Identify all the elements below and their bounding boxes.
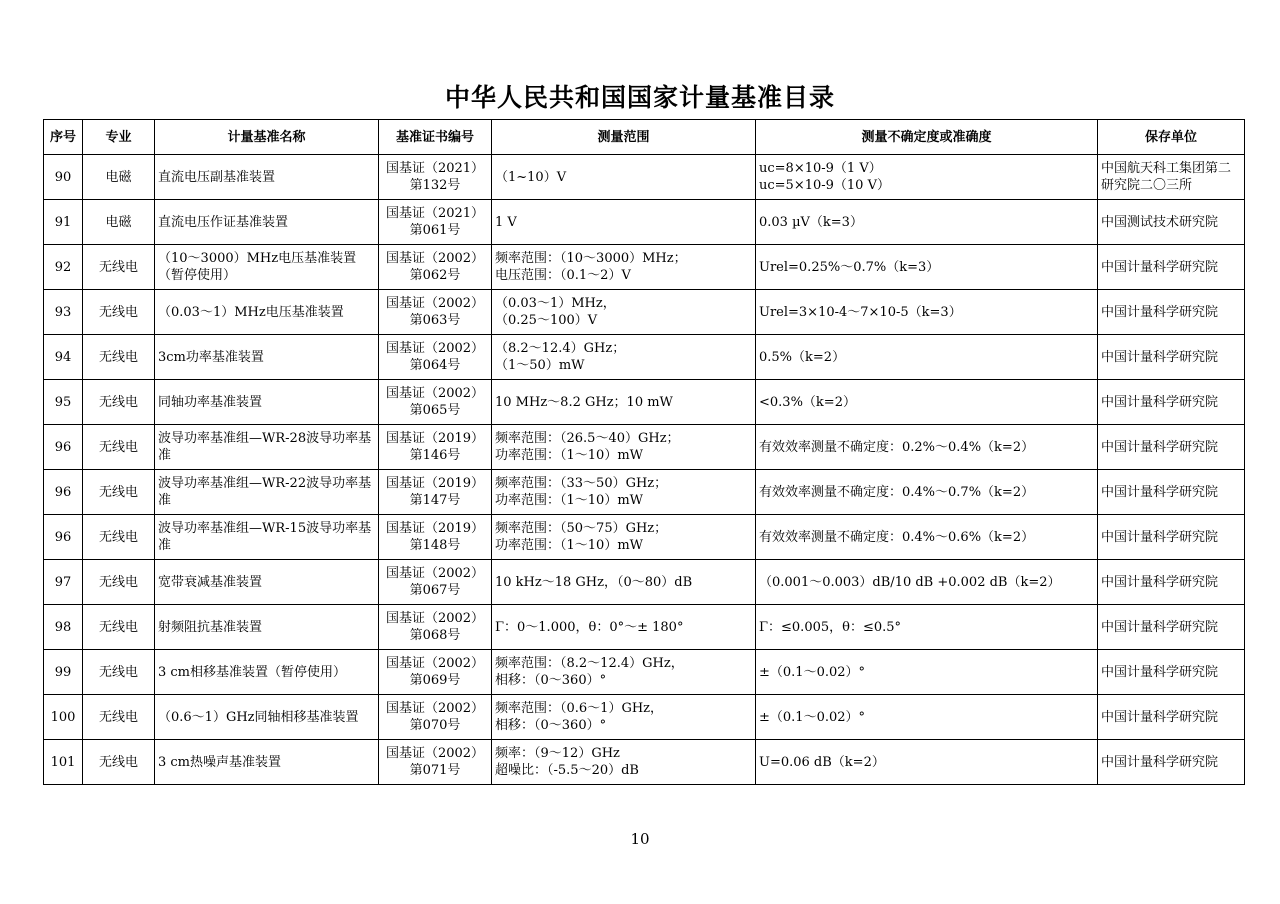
cell-field: 无线电 (83, 740, 155, 785)
range-line: 频率范围：（8.2～12.4）GHz， (495, 656, 684, 671)
cert-line: 国基证（2002） (385, 566, 485, 581)
cert-line: 国基证（2002） (385, 386, 485, 401)
uncertainty-line: （0.001～0.003）dB/10 dB +0.002 dB（k=2） (759, 574, 1061, 590)
cert-line: 国基证（2002） (385, 746, 485, 761)
cell-range (492, 425, 756, 470)
cell-range (492, 515, 756, 560)
cell-uncertainty (756, 740, 1098, 785)
cell-uncertainty (756, 290, 1098, 335)
range-line: Γ：0～1.000，θ：0°～± 180° (495, 619, 684, 635)
cell-name: 直流电压作证基准装置 (155, 200, 379, 245)
cell-unit: 中国计量科学研究院 (1098, 335, 1245, 380)
cell-cert (379, 560, 492, 605)
table-row (44, 200, 1245, 245)
cell-name: 射频阻抗基准装置 (155, 605, 379, 650)
cell-range (492, 740, 756, 785)
cell-range (492, 245, 756, 290)
cert-line: 第064号 (409, 358, 461, 373)
cell-unit: 中国计量科学研究院 (1098, 425, 1245, 470)
page-title: 中华人民共和国国家计量基准目录 (444, 83, 835, 112)
range-line: 频率范围：（0.6～1）GHz， (495, 701, 664, 716)
range-line: 功率范围：（1～10）mW (495, 538, 644, 553)
cell-name: 3 cm相移基准装置（暂停使用） (155, 650, 379, 695)
cert-line: 国基证（2002） (385, 251, 485, 266)
cell-field: 无线电 (83, 515, 155, 560)
range-line: （0.03～1）MHz， (495, 296, 616, 311)
cert-line: 第067号 (409, 583, 461, 598)
cell-unit: 中国计量科学研究院 (1098, 560, 1245, 605)
cert-line: 国基证（2019） (385, 431, 485, 446)
cell-uncertainty (756, 335, 1098, 380)
header-uncertainty: 测量不确定度或准确度 (756, 120, 1098, 155)
uncertainty-line: Γ：≤0.005，θ：≤0.5° (759, 619, 902, 635)
cell-uncertainty (756, 695, 1098, 740)
cell-range (492, 200, 756, 245)
cert-line: 第148号 (409, 538, 461, 553)
table-row (44, 605, 1245, 650)
cell-range (492, 650, 756, 695)
cell-field: 电磁 (83, 155, 155, 200)
cell-uncertainty (756, 470, 1098, 515)
cell-name: 波导功率基准组—WR-22波导功率基准 (155, 470, 379, 515)
range-line: 频率范围：（26.5～40）GHz； (495, 431, 680, 446)
cell-unit: 中国计量科学研究院 (1098, 290, 1245, 335)
cell-uncertainty (756, 380, 1098, 425)
table-body (44, 155, 1245, 785)
range-line: （1~10）V (495, 169, 567, 185)
range-line: 电压范围：（0.1～2）V (495, 268, 631, 283)
cell-field: 无线电 (83, 605, 155, 650)
cell-unit: 中国计量科学研究院 (1098, 695, 1245, 740)
header-range: 测量范围 (492, 120, 756, 155)
table-row (44, 335, 1245, 380)
cell-unit: 中国计量科学研究院 (1098, 650, 1245, 695)
cell-cert (379, 290, 492, 335)
cell-field: 无线电 (83, 290, 155, 335)
table-row (44, 155, 1245, 200)
range-line: 1 V (495, 214, 517, 230)
cell-cert (379, 605, 492, 650)
range-line: 频率：（9～12）GHz (495, 746, 620, 761)
range-line: （0.25～100）V (495, 313, 598, 328)
cell-field: 无线电 (83, 470, 155, 515)
standards-table (43, 119, 1245, 785)
cell-unit: 中国计量科学研究院 (1098, 740, 1245, 785)
range-line: 频率范围：（50～75）GHz； (495, 521, 668, 536)
cell-range (492, 380, 756, 425)
cert-line: 第065号 (409, 403, 461, 418)
cell-no: 96 (44, 470, 83, 515)
cell-uncertainty (756, 515, 1098, 560)
range-line: 频率范围：（33～50）GHz； (495, 476, 668, 491)
cert-line: 国基证（2002） (385, 611, 485, 626)
uncertainty-line: 有效效率测量不确定度：0.2%～0.4%（k=2） (759, 439, 1035, 455)
uncertainty-line: ±（0.1～0.02）° (759, 709, 866, 725)
cell-name: 同轴功率基准装置 (155, 380, 379, 425)
range-line: 频率范围：（10～3000）MHz； (495, 251, 687, 266)
cell-cert (379, 470, 492, 515)
cert-line: 第132号 (409, 178, 461, 193)
cell-range (492, 605, 756, 650)
cert-line: 第071号 (409, 763, 461, 778)
cell-uncertainty (756, 650, 1098, 695)
cert-line: 国基证（2002） (385, 341, 485, 356)
header-no: 序号 (44, 120, 83, 155)
cell-no: 91 (44, 200, 83, 245)
cell-name: 波导功率基准组—WR-15波导功率基准 (155, 515, 379, 560)
range-line: 功率范围：（1～10）mW (495, 493, 644, 508)
cell-unit: 中国计量科学研究院 (1098, 245, 1245, 290)
table-row (44, 380, 1245, 425)
uncertainty-line: ±（0.1～0.02）° (759, 664, 866, 680)
cert-line: 第069号 (409, 673, 461, 688)
range-line: 10 kHz～18 GHz，（0～80）dB (495, 574, 693, 590)
table-row (44, 650, 1245, 695)
cell-field: 无线电 (83, 425, 155, 470)
uncertainty-line: 有效效率测量不确定度：0.4%～0.7%（k=2） (759, 484, 1035, 500)
range-line: 超噪比：（-5.5～20）dB (495, 763, 639, 778)
cert-line: 国基证（2002） (385, 701, 485, 716)
cell-name: （0.6～1）GHz同轴相移基准装置 (155, 695, 379, 740)
cert-line: 国基证（2019） (385, 476, 485, 491)
uncertainty-line: 有效效率测量不确定度：0.4%～0.6%（k=2） (759, 529, 1035, 545)
cell-range (492, 560, 756, 605)
cell-uncertainty (756, 245, 1098, 290)
cert-line: 第063号 (409, 313, 461, 328)
cell-cert (379, 245, 492, 290)
cell-range (492, 470, 756, 515)
cert-line: 第070号 (409, 718, 461, 733)
cell-unit: 中国计量科学研究院 (1098, 470, 1245, 515)
cell-name: （0.03～1）MHz电压基准装置 (155, 290, 379, 335)
cell-unit: 中国计量科学研究院 (1098, 515, 1245, 560)
cell-cert (379, 650, 492, 695)
cert-line: 国基证（2021） (385, 161, 485, 176)
cell-cert (379, 380, 492, 425)
cell-uncertainty (756, 605, 1098, 650)
cell-unit: 中国计量科学研究院 (1098, 605, 1245, 650)
cell-field: 无线电 (83, 335, 155, 380)
cell-no: 98 (44, 605, 83, 650)
cell-uncertainty (756, 200, 1098, 245)
table-row (44, 470, 1245, 515)
uncertainty-line: Urel=0.25%～0.7%（k=3） (759, 259, 940, 275)
cert-line: 第062号 (409, 268, 461, 283)
uncertainty-line: uc=5×10-9（10 V） (759, 178, 890, 193)
uncertainty-line: <0.3%（k=2） (759, 394, 856, 410)
cell-name: 波导功率基准组—WR-28波导功率基准 (155, 425, 379, 470)
cell-no: 97 (44, 560, 83, 605)
uncertainty-line: 0.03 µV（k=3） (759, 214, 863, 230)
cell-unit: 中国计量科学研究院 (1098, 380, 1245, 425)
range-line: 相移：（0～360）° (495, 718, 607, 733)
table-row (44, 695, 1245, 740)
cell-uncertainty (756, 560, 1098, 605)
cell-cert (379, 200, 492, 245)
cell-field: 无线电 (83, 245, 155, 290)
cell-uncertainty (756, 425, 1098, 470)
cell-name: 直流电压副基准装置 (155, 155, 379, 200)
range-line: （8.2～12.4）GHz； (495, 341, 626, 356)
table-row (44, 560, 1245, 605)
cell-uncertainty (756, 155, 1098, 200)
cell-no: 99 (44, 650, 83, 695)
cell-cert (379, 695, 492, 740)
cell-no: 94 (44, 335, 83, 380)
cell-cert (379, 155, 492, 200)
cell-cert (379, 425, 492, 470)
cell-no: 93 (44, 290, 83, 335)
header-field: 专业 (83, 120, 155, 155)
cell-no: 90 (44, 155, 83, 200)
table-header-row (44, 120, 1245, 155)
header-cert: 基准证书编号 (379, 120, 492, 155)
cell-no: 100 (44, 695, 83, 740)
cell-range (492, 155, 756, 200)
cell-cert (379, 335, 492, 380)
cell-field: 无线电 (83, 695, 155, 740)
cell-cert (379, 515, 492, 560)
cell-no: 92 (44, 245, 83, 290)
uncertainty-line: U=0.06 dB（k=2） (759, 754, 885, 770)
cell-unit: 中国测试技术研究院 (1098, 200, 1245, 245)
uncertainty-line: uc=8×10-9（1 V） (759, 161, 882, 176)
cell-name: 3 cm热噪声基准装置 (155, 740, 379, 785)
cert-line: 国基证（2002） (385, 656, 485, 671)
table-row (44, 515, 1245, 560)
range-line: 相移：（0～360）° (495, 673, 607, 688)
table-row (44, 245, 1245, 290)
range-line: 10 MHz～8.2 GHz；10 mW (495, 394, 673, 410)
cell-range (492, 695, 756, 740)
cert-line: 第061号 (409, 223, 461, 238)
cell-no: 96 (44, 515, 83, 560)
cert-line: 第146号 (409, 448, 461, 463)
cell-no: 101 (44, 740, 83, 785)
cert-line: 国基证（2019） (385, 521, 485, 536)
table-row (44, 425, 1245, 470)
header-name: 计量基准名称 (155, 120, 379, 155)
cert-line: 第147号 (409, 493, 461, 508)
cert-line: 国基证（2002） (385, 296, 485, 311)
uncertainty-line: 0.5%（k=2） (759, 349, 846, 365)
cell-field: 无线电 (83, 560, 155, 605)
cell-name: 宽带衰减基准装置 (155, 560, 379, 605)
cell-unit: 中国航天科工集团第二研究院二〇三所 (1098, 155, 1245, 200)
cell-cert (379, 740, 492, 785)
cell-field: 电磁 (83, 200, 155, 245)
cell-no: 95 (44, 380, 83, 425)
cell-no: 96 (44, 425, 83, 470)
table-row (44, 740, 1245, 785)
page-number: 10 (630, 830, 650, 848)
cell-field: 无线电 (83, 650, 155, 695)
cell-name: 3cm功率基准装置 (155, 335, 379, 380)
uncertainty-line: Urel=3×10-4～7×10-5（k=3） (759, 304, 962, 320)
header-unit: 保存单位 (1098, 120, 1245, 155)
cell-name: （10～3000）MHz电压基准装置（暂停使用） (155, 245, 379, 290)
range-line: （1～50）mW (495, 358, 585, 373)
range-line: 功率范围：（1～10）mW (495, 448, 644, 463)
cert-line: 国基证（2021） (385, 206, 485, 221)
cell-field: 无线电 (83, 380, 155, 425)
cell-range (492, 335, 756, 380)
cert-line: 第068号 (409, 628, 461, 643)
cell-range (492, 290, 756, 335)
table-row (44, 290, 1245, 335)
